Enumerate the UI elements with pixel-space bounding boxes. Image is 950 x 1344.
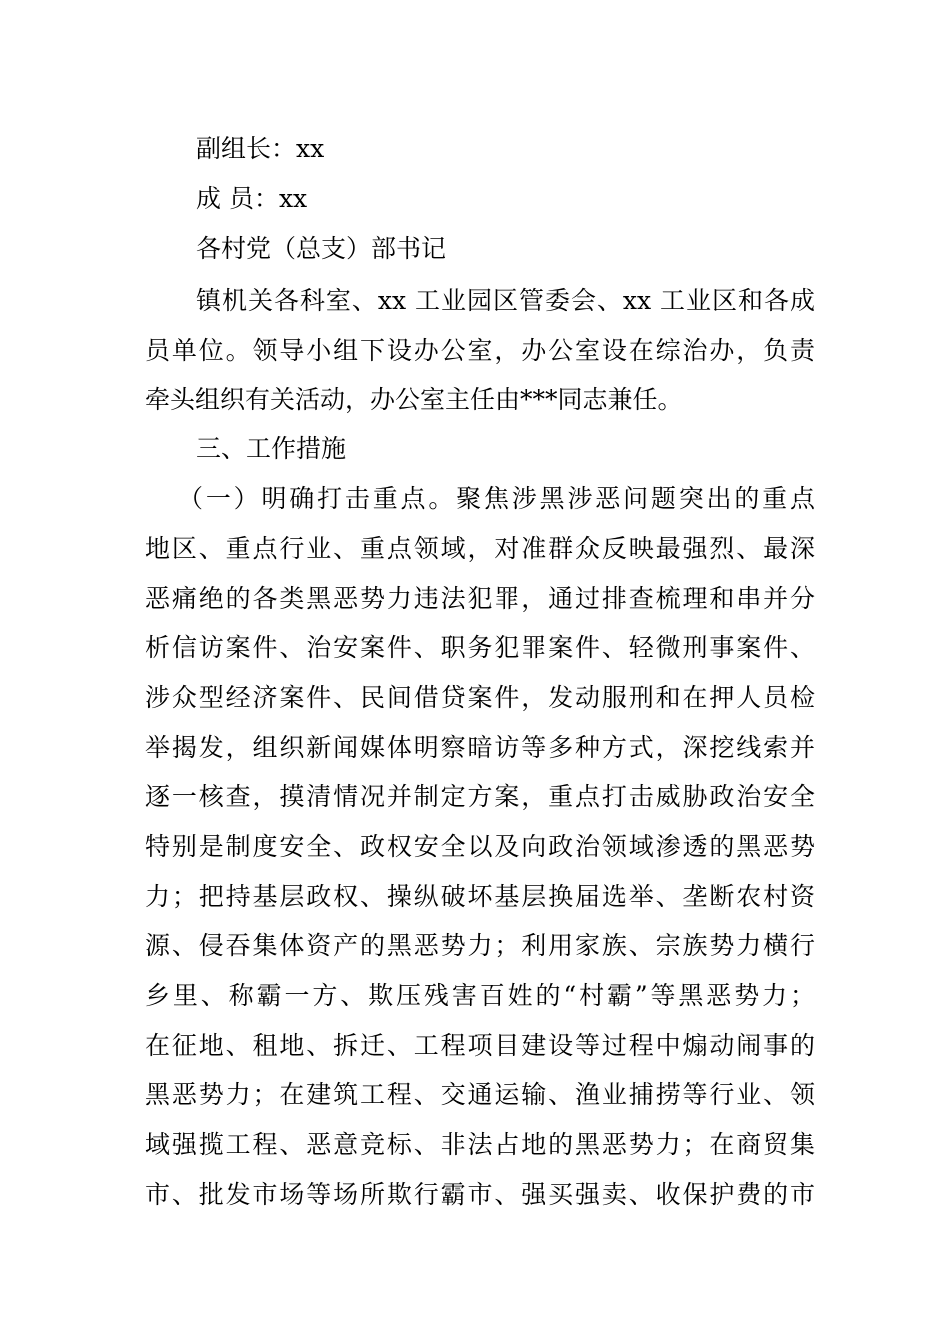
members-line: 成 员：xx (196, 184, 308, 213)
paragraph-line: 员单位。领导小组下设办公室，办公室设在综治办，负责 (145, 336, 815, 365)
paragraph-line: 牵头组织有关活动，办公室主任由***同志兼任。 (145, 385, 683, 414)
section-heading: 三、工作措施 (196, 434, 347, 463)
paragraph-line: 力；把持基层政权、操纵破坏基层换届选举、垄断农村资 (145, 882, 815, 911)
paragraph-line: 乡里、称霸一方、欺压残害百姓的“村霸”等黑恶势力； (145, 981, 815, 1010)
paragraph-line: 恶痛绝的各类黑恶势力违法犯罪，通过排查梳理和串并分 (145, 584, 815, 613)
paragraph-line: 域强揽工程、恶意竞标、非法占地的黑恶势力；在商贸集 (145, 1130, 815, 1159)
paragraph-line: 涉众型经济案件、民间借贷案件，发动服刑和在押人员检 (145, 683, 815, 712)
paragraph-line: 在征地、租地、拆迁、工程项目建设等过程中煽动闹事的 (145, 1031, 815, 1060)
paragraph-line: （一）明确打击重点。聚焦涉黑涉恶问题突出的重点 (178, 484, 815, 513)
paragraph-line: 析信访案件、治安案件、职务犯罪案件、轻微刑事案件、 (145, 633, 815, 662)
deputy-leader-line: 副组长：xx (196, 134, 325, 163)
village-secretary-line: 各村党（总支）部书记 (196, 234, 447, 263)
paragraph-line: 黑恶势力；在建筑工程、交通运输、渔业捕捞等行业、领 (145, 1080, 815, 1109)
paragraph-line: 特别是制度安全、政权安全以及向政治领域渗透的黑恶势 (145, 832, 815, 861)
paragraph-line: 市、批发市场等场所欺行霸市、强买强卖、收保护费的市 (145, 1180, 815, 1209)
paragraph-line: 逐一核查，摸清情况并制定方案，重点打击威胁政治安全 (145, 782, 815, 811)
paragraph-line: 举揭发，组织新闻媒体明察暗访等多种方式，深挖线索并 (145, 733, 815, 762)
paragraph-line: 镇机关各科室、xx 工业园区管委会、xx 工业区和各成 (196, 286, 815, 315)
paragraph-line: 源、侵吞集体资产的黑恶势力；利用家族、宗族势力横行 (145, 931, 815, 960)
paragraph-line: 地区、重点行业、重点领域，对准群众反映最强烈、最深 (145, 534, 815, 563)
